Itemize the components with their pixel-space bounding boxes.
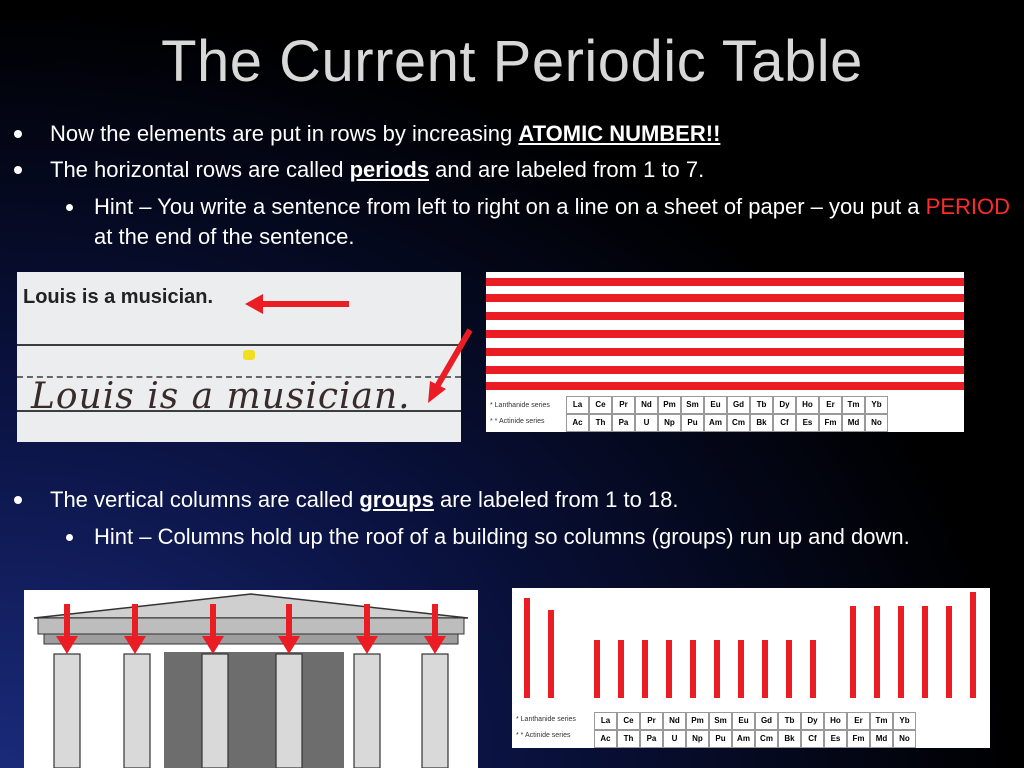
element-cell <box>847 730 870 748</box>
bullet-prefix: The vertical columns are called <box>50 487 360 512</box>
element-cell <box>566 414 589 432</box>
slide-title: The Current Periodic Table <box>161 29 863 94</box>
element-cell <box>594 712 617 730</box>
element-symbol: Cm <box>760 734 773 743</box>
temple-image <box>24 590 478 768</box>
element-cell <box>801 712 824 730</box>
element-symbol: Tb <box>756 400 767 409</box>
element-symbol: Cm <box>732 418 745 427</box>
element-symbol: Tm <box>875 716 888 725</box>
element-symbol: Er <box>854 716 863 725</box>
bullet-prefix: The horizontal rows are called <box>50 157 350 182</box>
element-symbol: Pm <box>663 400 676 409</box>
element-symbol: U <box>671 734 678 743</box>
element-cell <box>893 712 916 730</box>
element-symbol: Cf <box>780 418 789 427</box>
element-symbol: Th <box>595 418 606 427</box>
bullet-suffix: are labeled from 1 to 18. <box>433 487 679 512</box>
element-cell <box>865 414 888 432</box>
element-cell <box>778 730 801 748</box>
element-symbol: Dy <box>779 400 790 409</box>
element-symbol: Eu <box>738 716 749 725</box>
periodic-table-periods <box>486 272 964 432</box>
element-cell <box>663 730 686 748</box>
bullet-text <box>50 120 720 147</box>
element-symbol: Bk <box>784 734 795 743</box>
bullet-dot <box>14 130 22 138</box>
element-symbol: Yb <box>871 400 882 409</box>
element-symbol: Pm <box>691 716 704 725</box>
red-arrowhead-icon <box>245 294 263 314</box>
element-symbol: Am <box>737 734 750 743</box>
element-cell <box>824 730 847 748</box>
actinide-label: * * Actinide series <box>516 732 571 739</box>
element-cell <box>773 414 796 432</box>
red-arrow-icon <box>435 330 470 390</box>
element-symbol: Sm <box>686 400 699 409</box>
actinide-label: * * Actinide series <box>490 418 545 425</box>
element-symbol: Fm <box>824 418 837 427</box>
element-cell <box>617 712 640 730</box>
element-cell <box>819 414 842 432</box>
element-symbol: Er <box>826 400 835 409</box>
element-symbol: Dy <box>807 716 818 725</box>
hint-prefix: Hint – You write a sentence from left to right on a line on a sheet of paper – you put a <box>94 194 926 219</box>
element-cell <box>640 712 663 730</box>
element-cell <box>750 414 773 432</box>
element-cell <box>842 414 865 432</box>
hint-text: Hint – Columns hold up the roof of a building so columns (groups) run up and down. <box>94 524 910 549</box>
element-symbol: Am <box>709 418 722 427</box>
element-cell <box>635 414 658 432</box>
element-symbol: Pr <box>647 716 656 725</box>
element-cell <box>870 712 893 730</box>
period-emphasis: PERIOD <box>925 194 1010 219</box>
element-symbol: Pu <box>687 418 698 427</box>
element-symbol: Pr <box>619 400 628 409</box>
element-symbol: No <box>899 734 910 743</box>
element-symbol: Ac <box>572 418 583 427</box>
handwritten-sentence: Louis is a musician. <box>31 376 411 417</box>
element-cell <box>870 730 893 748</box>
element-cell <box>847 712 870 730</box>
element-cell <box>704 396 727 414</box>
element-cell <box>819 396 842 414</box>
atomic-number-emphasis: ATOMIC NUMBER!! <box>518 121 721 146</box>
element-cell <box>732 730 755 748</box>
element-symbol: Es <box>802 418 813 427</box>
element-cell <box>796 396 819 414</box>
bullet-text <box>50 156 704 183</box>
notebook-photo <box>17 272 461 442</box>
group-stripes <box>512 588 990 708</box>
element-cell <box>658 396 681 414</box>
element-symbol: Pu <box>715 734 726 743</box>
element-cell <box>709 712 732 730</box>
element-symbol: Np <box>692 734 703 743</box>
sub-bullet-dot <box>66 204 73 211</box>
bullet-dot <box>14 496 22 504</box>
element-symbol: Tb <box>784 716 795 725</box>
element-cell <box>686 730 709 748</box>
element-symbol: Ho <box>802 400 813 409</box>
element-symbol: Es <box>830 734 841 743</box>
element-cell <box>732 712 755 730</box>
element-symbol: Ce <box>595 400 606 409</box>
element-symbol: Ac <box>600 734 611 743</box>
temple-drawing <box>24 590 478 768</box>
element-symbol: Ho <box>830 716 841 725</box>
element-cell <box>640 730 663 748</box>
element-cell <box>681 414 704 432</box>
element-cell <box>589 396 612 414</box>
element-cell <box>709 730 732 748</box>
element-symbol: Sm <box>714 716 727 725</box>
element-symbol: La <box>572 400 583 409</box>
period-arrows <box>17 272 461 442</box>
element-cell <box>704 414 727 432</box>
printed-sentence: Louis is a musician. <box>23 286 214 308</box>
bullet-text <box>50 486 679 513</box>
groups-emphasis: groups <box>359 487 434 512</box>
element-symbol: Md <box>847 418 860 427</box>
element-symbol: Pa <box>646 734 657 743</box>
element-cell <box>635 396 658 414</box>
element-cell <box>755 730 778 748</box>
element-cell <box>773 396 796 414</box>
element-symbol: Np <box>664 418 675 427</box>
bullet-suffix: and are labeled from 1 to 7. <box>429 157 705 182</box>
element-cell <box>796 414 819 432</box>
element-cell <box>801 730 824 748</box>
element-cell <box>658 414 681 432</box>
sub-bullet-dot <box>66 534 73 541</box>
element-cell <box>612 414 635 432</box>
periodic-table-groups <box>512 588 990 748</box>
element-cell <box>686 712 709 730</box>
element-cell <box>681 396 704 414</box>
element-symbol: Nd <box>669 716 680 725</box>
bullet-prefix: Now the elements are put in rows by increasing <box>50 121 519 146</box>
lanthanide-label: * Lanthanide series <box>516 716 576 723</box>
element-symbol: Th <box>623 734 634 743</box>
element-symbol: U <box>643 418 650 427</box>
element-cell <box>824 712 847 730</box>
element-symbol: Pa <box>618 418 629 427</box>
diagonal-arrow <box>420 325 480 405</box>
element-symbol: Ce <box>623 716 634 725</box>
element-cell <box>755 712 778 730</box>
element-symbol: Gd <box>760 716 773 725</box>
element-symbol: Fm <box>852 734 865 743</box>
element-cell <box>727 396 750 414</box>
element-cell <box>617 730 640 748</box>
lanthanide-label: * Lanthanide series <box>490 402 550 409</box>
element-symbol: Cf <box>808 734 817 743</box>
element-symbol: Nd <box>641 400 652 409</box>
bullet-dot <box>14 166 22 174</box>
element-symbol: Tm <box>847 400 860 409</box>
element-cell <box>750 396 773 414</box>
element-cell <box>566 396 589 414</box>
element-symbol: Eu <box>710 400 721 409</box>
element-cell <box>893 730 916 748</box>
element-symbol: Md <box>875 734 888 743</box>
element-cell <box>663 712 686 730</box>
element-symbol: Gd <box>732 400 745 409</box>
element-cell <box>594 730 617 748</box>
element-symbol: Yb <box>899 716 910 725</box>
element-symbol: No <box>871 418 882 427</box>
hint-suffix: at the end of the sentence. <box>94 224 355 249</box>
element-cell <box>727 414 750 432</box>
hint-text <box>94 192 1020 252</box>
element-cell <box>865 396 888 414</box>
element-cell <box>589 414 612 432</box>
element-cell <box>612 396 635 414</box>
element-symbol: Bk <box>756 418 767 427</box>
element-cell <box>778 712 801 730</box>
periods-emphasis: periods <box>349 157 430 182</box>
element-symbol: La <box>600 716 611 725</box>
element-cell <box>842 396 865 414</box>
